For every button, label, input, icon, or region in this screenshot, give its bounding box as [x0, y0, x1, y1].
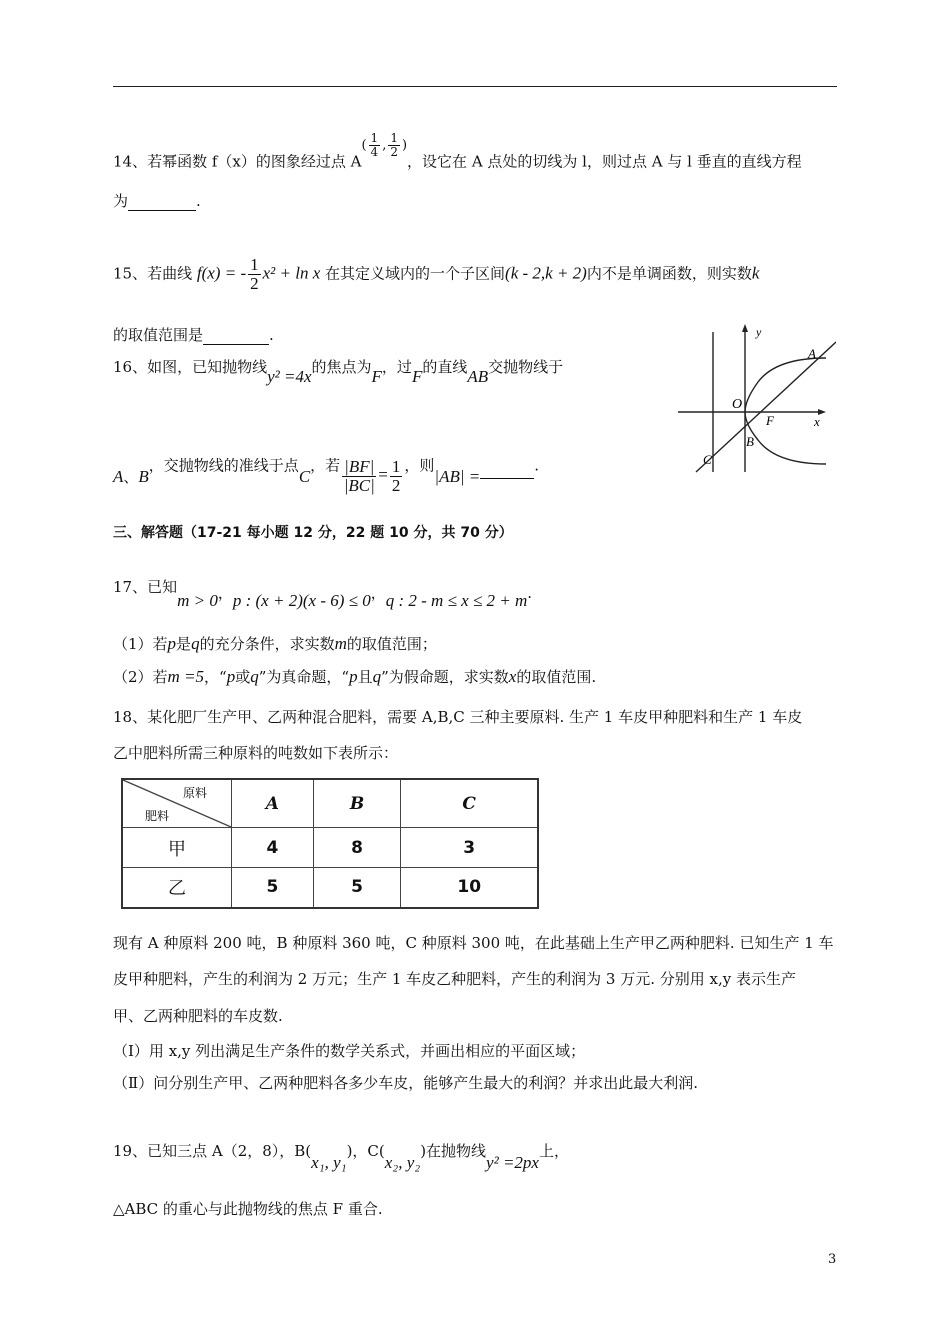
y-axis-arrow — [742, 324, 748, 332]
q15-interval: (k - 2,k + 2) — [505, 263, 587, 283]
question-14-line2: 为 . — [113, 192, 201, 210]
q17-p2-c: ”为真命题，“ — [258, 668, 350, 686]
q14-text: 14、若幂函数 f（x）的图象经过点 A — [113, 152, 362, 171]
label-B: B — [746, 434, 754, 449]
row-name: 甲 — [122, 828, 232, 868]
label-O: O — [732, 397, 743, 412]
q17-p1-q: q — [191, 634, 200, 653]
q16-text-c: ，过 — [381, 358, 412, 376]
section-3-heading: 三、解答题（17-21 每小题 12 分，22 题 10 分，共 70 分） — [113, 525, 513, 541]
question-15-line2: 的取值范围是 . — [113, 326, 274, 344]
label-y: y — [756, 325, 762, 339]
cell: 4 — [232, 828, 314, 868]
q14-py-num: 1 — [390, 131, 398, 145]
q16-C: C — [298, 467, 311, 487]
q19-a: 19、已知三点 A（2，8），B( — [113, 1142, 312, 1160]
q17-p2-p: p — [226, 667, 236, 686]
q17-p1-p: p — [167, 634, 177, 653]
q17-p2-q: q — [250, 667, 259, 686]
col-header-a: A — [232, 779, 314, 828]
parabola-curve — [745, 358, 826, 464]
q17-p2-d: 且 — [357, 668, 373, 686]
question-17-line1: 17、已知m > 0，p : (x + 2)(x - 6) ≤ 0，q : 2 - m ≤ x ≤ 2 + m. — [113, 578, 533, 610]
q16-ratio-num: |BF| — [344, 457, 375, 476]
col-header-c: C — [401, 779, 538, 828]
answer-blank-15 — [203, 326, 269, 345]
q17-p2-pre: （2）若 — [113, 668, 168, 686]
q16-text-a: 16、如图，已知抛物线 — [113, 358, 268, 376]
q19-b-coords: x₁, y₁ — [311, 1153, 347, 1172]
q19-d: 上， — [538, 1142, 569, 1160]
q15-half-den: 2 — [250, 273, 259, 293]
cell: 5 — [232, 868, 314, 908]
row-name: 乙 — [122, 868, 232, 908]
q16-text-2b: ，若 — [310, 456, 341, 475]
question-18-line1: 18、某化肥厂生产甲、乙两种混合肥料，需要 A,B,C 三种主要原料. 生产 1 车皮甲种肥料和生产 1 车皮 — [113, 708, 803, 726]
q15-post: 内不是单调函数，则实数 — [586, 264, 752, 283]
q17-intro: 17、已知 — [113, 578, 178, 596]
col-header-b: B — [313, 779, 401, 828]
q16-B: B — [138, 467, 149, 487]
q17-p2-e: ”为假命题，求实数 — [381, 668, 509, 686]
q16-AB: AB — [467, 367, 489, 386]
q14-line2: 为 — [113, 192, 129, 210]
q16-A: A — [113, 467, 124, 487]
cell: 3 — [401, 828, 538, 868]
cell: 5 — [313, 868, 401, 908]
corner-top-label: 原料 — [183, 786, 208, 800]
q16-half-num: 1 — [391, 457, 401, 476]
q17-p2-meq: m =5 — [167, 667, 205, 686]
q14-text-post: ，设它在 A 点处的切线为 l，则过点 A 与 l 垂直的直线方程 — [407, 152, 802, 171]
table-corner-cell — [122, 779, 232, 828]
q17-p2-p2: p — [349, 667, 358, 686]
answer-blank-16 — [480, 460, 534, 479]
q17-p2-q2: q — [372, 667, 382, 686]
q16-F2: F — [411, 367, 423, 386]
q19-c-coords: x₂, y₂ — [384, 1153, 421, 1172]
q15-func-rest: x² + ln x — [262, 263, 321, 283]
q17-p1-mid: 是 — [176, 635, 192, 653]
q16-text-2c: ，则 — [404, 456, 435, 475]
question-19-line2: △ABC 的重心与此抛物线的焦点 F 重合. — [113, 1200, 383, 1218]
q16-text-e: 交抛物线于 — [488, 358, 564, 376]
q16-half-den: 2 — [391, 475, 401, 495]
corner-diagonal — [123, 780, 231, 827]
label-x: x — [814, 414, 820, 429]
question-18-line2: 乙中肥料所需三种原料的吨数如下表所示： — [113, 744, 399, 762]
question-18-para1: 现有 A 种原料 200 吨，B 种原料 360 吨，C 种原料 300 吨，在此基础上生产甲乙两种肥料. 已知生产 1 车 — [113, 934, 834, 952]
q16-text-b: 的焦点为 — [311, 358, 372, 376]
question-15-line1 — [113, 256, 759, 293]
q16-sep: 、 — [123, 468, 139, 487]
cell: 8 — [313, 828, 401, 868]
q17-m-cond: m > 0 — [177, 591, 218, 610]
question-18-part1: （Ⅰ）用 x,y 列出满足生产条件的数学关系式，并画出相应的平面区域； — [113, 1042, 586, 1060]
q15-line2: 的取值范围是 — [113, 326, 204, 344]
q16-eq: = — [378, 465, 388, 485]
question-19-line1 — [113, 1140, 569, 1172]
question-18-para2: 皮甲种肥料，产生的利润为 2 万元；生产 1 车皮乙种肥料，产生的利润为 3 万元. 分别用 x,y 表示生产 — [113, 970, 797, 988]
table-row — [122, 868, 538, 908]
question-18-part2: （Ⅱ）问分别生产甲、乙两种肥料各多少车皮，能够产生最大的利润？并求出此最大利润. — [113, 1074, 698, 1092]
q14-point: ( $\frac{1}{4}$ , $\frac{1}{2}$ ) — [361, 131, 408, 159]
q19-c: )在抛物线 — [420, 1142, 487, 1160]
line-ab — [696, 342, 836, 472]
q17-p2-x: x — [508, 667, 517, 686]
header-rule — [113, 86, 837, 87]
q14-px-den: 4 — [370, 144, 379, 159]
fertilizer-table — [121, 778, 539, 909]
label-C: C — [703, 452, 712, 467]
q16-abs-ab: |AB| = — [434, 467, 481, 487]
question-16-line2: A、B，交抛物线的准线于点C，若 $\frac{|BF|}{|BC|}$ = $\frac{1}{2}$ ，则|AB| = . — [113, 456, 540, 495]
label-A: A — [808, 346, 816, 361]
question-17-part1 — [113, 633, 437, 654]
q14-px-num: 1 — [370, 131, 379, 145]
q17-p1-mid2: 的充分条件，求实数 — [199, 635, 335, 653]
q15-half-num: 1 — [250, 255, 259, 274]
q19-b: )，C( — [346, 1142, 385, 1160]
label-F: F — [766, 413, 774, 428]
cell: 10 — [401, 868, 538, 908]
q16-ratio-den: |BC| — [343, 475, 375, 495]
q17-p1-m: m — [334, 634, 347, 653]
q17-p-cond: p : (x + 2)(x - 6) ≤ 0 — [232, 591, 371, 610]
q17-q-cond: q : 2 - m ≤ x ≤ 2 + m — [385, 591, 528, 610]
answer-blank-14 — [128, 192, 196, 211]
parabola-figure — [676, 322, 836, 474]
q17-p1-pre: （1）若 — [113, 635, 168, 653]
q16-text-2a: ，交抛物线的准线于点 — [148, 456, 299, 475]
q17-p2-b: 或 — [235, 668, 251, 686]
q17-p1-post: 的取值范围； — [346, 635, 437, 653]
table-row — [122, 828, 538, 868]
q17-p2-post: 的取值范围. — [516, 668, 597, 686]
question-16-line1 — [113, 356, 564, 386]
question-17-part2 — [113, 666, 596, 687]
q16-F: F — [371, 367, 382, 386]
q14-py-den: 2 — [390, 144, 398, 159]
q19-parabola: y² =2px — [486, 1153, 539, 1172]
corner-bottom-label: 肥料 — [145, 809, 170, 823]
q15-func: f(x) = - — [196, 263, 247, 283]
q15-mid: 在其定义域内的一个子区间 — [325, 264, 506, 283]
question-18-para3: 甲、乙两种肥料的车皮数. — [113, 1007, 283, 1025]
page-number: 3 — [828, 1252, 837, 1267]
q16-parabola: y² =4x — [267, 367, 312, 386]
q16-text-d: 的直线 — [422, 358, 468, 376]
question-14-line1 — [113, 131, 802, 176]
q15-text: 15、若曲线 — [113, 264, 193, 283]
q17-p2-a: ，“ — [204, 668, 227, 686]
q15-var: k — [751, 263, 760, 283]
